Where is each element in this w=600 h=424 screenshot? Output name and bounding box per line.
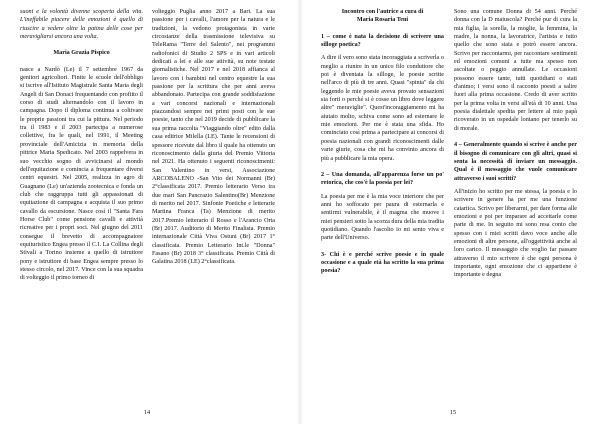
left-page-column-2: [152, 8, 275, 267]
answer-3: Sono una comune Donna di 54 anni. Perché donna con la D maiuscola? Perché pur di cura la mia figlia, la sorella, la moglie, la femmina, la madre, la nonna, la lavoratrice, l'artista e tutto quello che sono stata e potrò essere ancora. Scrivo per raccontarmi, per raccontare sentimenti ed emozioni comuni a tutte ma spesso non ascoltate o peggio annullate. Le occasioni possono essere tante, tutti quotidiani o stati d'animo; i versi sono il racconto poesti a salire fuori alla prima occasione. Credo di aver scritto per la prima volta in versi all'età di 10 anni. Una poesia dialettale spedita per lettere al mio papà ricoverato in un ospedale lontano per tenerlo su di morale.: [454, 9, 577, 132]
right-page-column-2: [454, 8, 577, 280]
right-page-column-1: [321, 8, 444, 276]
answer-1: A dire il vero sono stata incoraggiata a scriverla o meglio a riunire in un unico filo conduttore che poi è diventata la silloge, le poesie scritte nell'arco di più di tre anni. Quasi "spinta" da chi leggendo le mie poesie aveva provato sensazioni sia forti o perché si è cosse un libro dove leggere altre" meraviglie". Quest'incoraggiamento mi ha aiutato molto, schiva come sono ad esternare le mie emozioni. Per me è stata una sfida. Ho cominciato così prima a partecipare ai concorsi di poesia nazionali con grandi riconoscimenti dalle varie giurie, cosa che mi ha convinto ancora di più a pubblicare la mia opera.: [321, 55, 444, 162]
book-gutter: [297, 0, 303, 424]
biography-continued-text: volteggio Puglia anno 2017 a Bari. La sua passione per i cavalli, l'amore per la natura e le tradizioni, la vedono protagonista in varie circostanze della trasmissione televisiva su TeleRama "Terre del Salento", nei programmi radiofonici di Studio 2 SPS e in vari articoli dedicati a lei e alle sue attività, su note testate giornalistiche. Nel 2017 e nel 2018 affianca al lavoro con i bambini nel centro equestre la sua passione per la scrittura che per anni aveva abbandonato. Partecipa con grande soddisfazione a vari concorsi nazionali e internazionali piazzandosi sempre nei primi posti con le sue poesie, tanto che nel 2019 decide di pubblicare la sua prima raccolta "Viaggiando oltre" edito dalla casa editrice Milella (LE). Tante le recensioni di spessore ricevute dal libro il quale ha ottenuto un riconoscimento dalla giuria del Premio Vittoria nel 2021. Ha ottenuto i seguenti riconoscimenti: San Valentino in versi, Associazione ARCOBALENO -San Vito dei Normanni (Br) 2°classificata 2017. Premio letterario Verso tra due mari San Pancrazio Salentino(Br) Menzione di merito nel 2017. Sinfonie Poetiche e letterarie Martina Franca (Ta) Menzione di merito 2017.Premio letterario il Rosso e l'Arancio Orta (Br) 2017. Auditorio di Merito Finalista. Premio internazionale Città Viva Ostuni (Br) 2017 1° classificata. Premio Letterario Int.le "Donna" Fasano (Br) 2018 3° classificata. Premio Città di Galatina 2018 (LE) 2°classificata.: [152, 9, 275, 266]
left-page-column-1: [20, 8, 143, 283]
question-2: 2 – Una domanda, all'apparenza forse un po' retorica, che cos'è la poesia per lei?: [321, 171, 444, 187]
page-number-right: 15: [449, 409, 457, 416]
answer-2: La poesia per me è la mia voce interiore che per anni ho soffocato per paura di esternarla e sentirmi vulnerabile, è il magma che muove i miei pensieri sotto la scorza dura della mia tradita quotidiano. Quando l'ascolto io mi sento viva e parte dell'Universo.: [321, 193, 444, 242]
right-page: [306, 0, 600, 424]
biography-text: nasce a Nardò (Le) il 7 settembre 1967 da genitori agricoltori. Finite le scuole dell'obbligo si iscrive all'Istituto Magistrale Santa Maria degli Angeli di San Donaci frequentando con profitto il corso di studi alternandolo con il lavoro in campagna. Dopo il diploma continua a coltivare le proprie passioni tra cui la pittura. Nel periodo tra il 1983 e il 2003 partecipa a numerose collettive, fra le quali, nel 1991, il Meeting provinciale dell'Amicizia in memoria della pittrice Maria Spedicato. Nel 2003 rappelvera in suo vecchio sogno di avvicinarsi al mondo dell'equitazione e comincia a frequentare diversi centri equestri. Nel 2005, realizza in agro di Guagnano (Le) un'azienda zootecnica e fonda un club che raggruppa tutti gli appassionati di equitazione di campagna e acquista il suo primo cavallo da escursione. Nasce così il "Santa Fara Horse Club" come pensione cavalli e attività ricreative per i propri soci. Nel giugno del 2011 consegue il brevetto di accompagnatore equituristico Engea presso il C.I. La Collina degli Stivali a Torino insieme a quello di istruttore pony e istruttore di base Engea sempre presso lo stesso circolo, nel 2017. Vince con la sua squadra di volteggio il primo torneo di: [20, 66, 143, 282]
question-3: 3- Chi è e perché scrive poesie e in quale occasione e a quale età ha scritto la sua prima poesia?: [321, 251, 444, 275]
question-4: 4 – Generalmente quando si scrive è anche per il bisogno di comunicare con gli altri, quasi si senta la necessità di inviare un messaggio. Qual è il messaggio che vuole comunicare attraverso i suoi scritti?: [454, 142, 577, 182]
interview-heading-line2: Maria Rosaria Teni: [356, 17, 409, 24]
left-page: [0, 0, 294, 424]
author-heading: Maria Grazia Pispico: [53, 50, 110, 57]
page-number-left: 14: [143, 409, 151, 416]
answer-4: All'inizio ho scritto per me stessa, la poesia e lo scrivere in genere ha per me una funzione catartica. Scrivo per liberarmi, per dare forma alle emozioni e poi per imparare ad accettarle come parte di me. In seguito mi sono resa conto che spesso con i miei scritti davo voce anche alle emozioni di altre persone, all'oggettività anche al loro carico. Il messaggio che voglio far passare attraverso il mio scrivere è che ogni persona è importante, ogni emozione che ci appartiene è importante e degna: [454, 188, 577, 279]
interview-heading-line1: Incontro con l'autrice a cura di: [341, 9, 424, 15]
question-1: 1 – come è nata la decisione di scrivere una silloge poetica?: [321, 33, 444, 49]
intro-text: suoni e la volontà divenne scoperta della vita. L'ineffabile piacere delle emozioni è quello di riuscire a vedere oltre la patina delle cose per meravigliarsi ancora una volta.: [20, 9, 143, 41]
